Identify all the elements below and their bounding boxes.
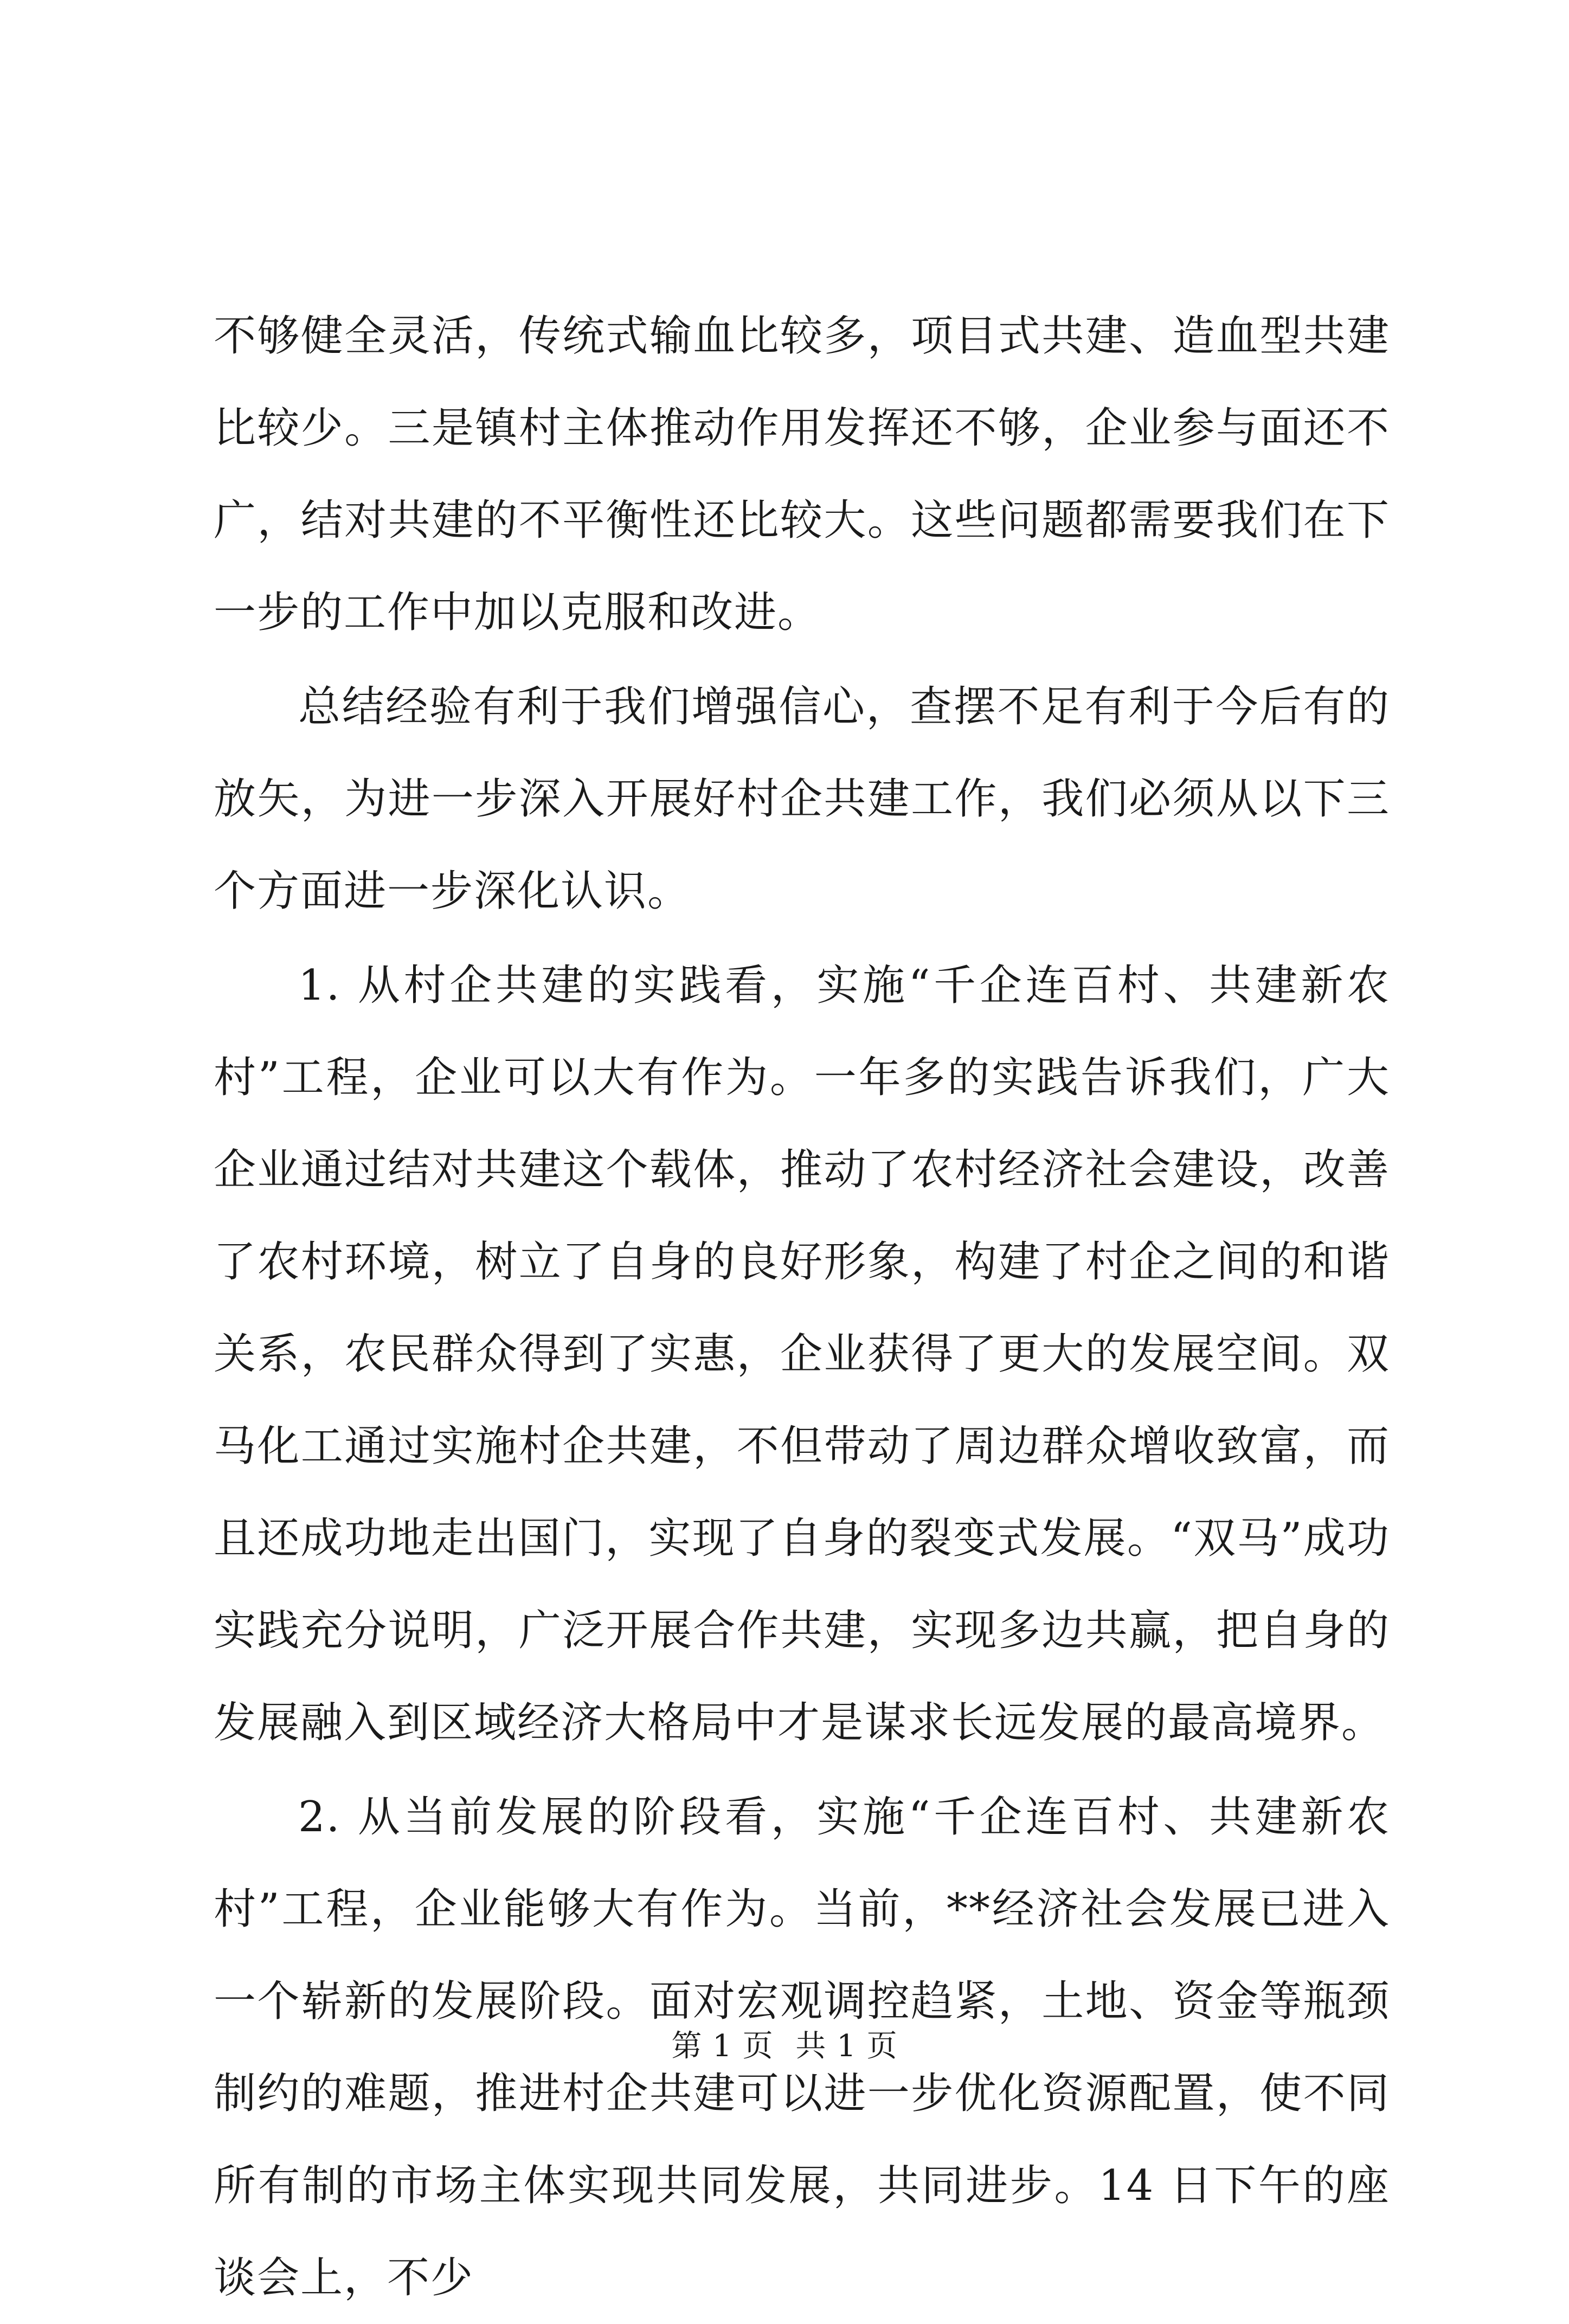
paragraph-1: 不够健全灵活，传统式输血比较多，项目式共建、造血型共建比较少。三是镇村主体推动作用发挥还不够，企业参与面还不广，结对共建的不平衡性还比较大。这些问题都需要我们在下一步的工作中加以克服和改进。 — [214, 312, 1390, 637]
paragraph-2: 总结经验有利于我们增强信心，查摆不足有利于今后有的放矢，为进一步深入开展好村企共建工作，我们必须从以下三个方面进一步深化认识。 — [214, 683, 1390, 916]
page-number: 第 1 页 — [671, 2029, 774, 2064]
paragraph-3: 1. 从村企共建的实践看，实施“千企连百村、共建新农村”工程，企业可以大有作为。一年多的实践告诉我们，广大企业通过结对共建这个载体，推动了农村经济社会建设，改善了农村环境，树立了自身的良好形象，构建了村企之间的和谐关系，农民群众得到了实惠，企业获得了更大的发展空间。双马化工通过实施村企共建，不但带动了周边群众增收致富，而且还成功地走出国门，实现了自身的裂变式发展。“双马”成功实践充分说明，广泛开展合作共建，实现多边共赢，把自身的发展融入到区域经济大格局中才是谋求长远发展的最高境界。 — [214, 961, 1390, 1747]
page-total: 共 1 页 — [795, 2029, 898, 2064]
page-footer — [0, 2025, 1569, 2068]
document-body — [214, 290, 1390, 2324]
paragraph-4: 2. 从当前发展的阶段看，实施“千企连百村、共建新农村”工程，企业能够大有作为。当前，**经济社会发展已进入一个崭新的发展阶段。面对宏观调控趋紧，土地、资金等瓶颈制约的难题，推进村企共建可以进一步优化资源配置，使不同所有制的市场主体实现共同发展，共同进步。14 日下午的座谈会上，不少 — [214, 1793, 1390, 2302]
